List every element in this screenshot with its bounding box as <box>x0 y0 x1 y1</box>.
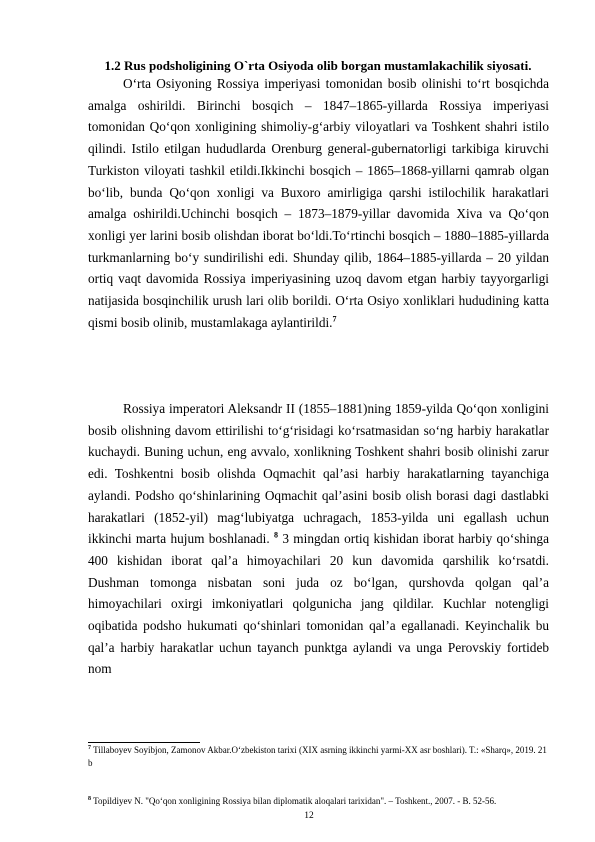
footnote-8 <box>88 795 550 808</box>
section-heading: 1.2 Rus podsholigining O`rta Osiyoda olib borgan mustamlakachilik siyosati. <box>104 58 532 73</box>
footnote-separator <box>88 742 200 743</box>
paragraph-1-text: O‘rta Osiyoning Rossiya imperiyasi tomonidan bosib olinishi to‘rt bosqichda amalga oshirildi. Birinchi bosqich – 1847–1865-yillarda Rossiya imperiyasi tomonidan Qo‘qon xonligining shimoliy-g‘arbiy viloyatlari va Toshkent shahri istilo qilindi. Istilo etilgan hududlarda Orenburg general-gubernatorligi tarkibiga kiruvchi Turkiston viloyati tashkil etildi.Ikkinchi bosqich – 1865–1868-yillarni qamrab olgan bo‘lib, bunda Qo‘qon xonligi va Buxoro amirligiga qarshi istilochilik harakatlari amalga oshirildi.Uchinchi bosqich – 1873–1879-yillar davomida Xiva va Qo‘qon xonligi yer larini bosib olishdan iborat bo‘ldi.To‘rtinchi bosqich – 1880–1885-yillarda turkmanlarning bo‘y sundirilishi edi. Shunday qilib, 1864–1885-yillarda – 20 yildan ortiq vaqt davomida Rossiya imperiyasining uzoq davom etgan harbiy tayyorgarligi natijasida bosqinchilik urush lari olib borildi. O‘rta Osiyo xonliklari hududining katta qismi bosib olinib, mustamlakaga aylantirildi. <box>88 76 549 330</box>
paragraph-2-text-a: Rossiya imperatori Aleksandr II (1855–1881)ning 1859-yilda Qo‘qon xonligini bosib olishning davom ettirilishi to‘g‘risidagi ko‘rsatmasidan so‘ng harbiy harakatlar kuchaydi. Buning uchun, eng avvalo, xonlikning Toshkent shahri bosib olinishi zarur edi. Toshkentni bosib olishda Oqmachit qal’asi harbiy harakatlarning tayanchiga aylandi. Podsho qo‘shinlarining Oqmachit qal’asini bosib olish borasi dagi dastlabki harakatlari (1852-yil) mag‘lubiyatga uchragach, 1853-yilda uni egallash uchun ikkinchi marta hujum boshlanadi. <box>88 401 549 547</box>
footnote-7-number: 7 <box>88 745 91 751</box>
footnote-7-text: Tillaboyev Soyibjon, Zamonov Akbar.O‘zbekiston tarixi (XIX asrning ikkinchi yarmi-XX asr boshlari). T.: «Sharq», 2019. 21 b <box>88 745 547 768</box>
footnote-8-number: 8 <box>88 796 91 802</box>
footnote-8-text: Topildiyev N. "Qo‘qon xonligining Rossiya bilan diplomatik aloqalari tarixidan". – Toshkent., 2007. - B. 52-56. <box>93 796 497 806</box>
footnote-7 <box>88 744 550 770</box>
paragraph-1 <box>88 73 549 333</box>
paragraph-2-text-b: 3 mingdan ortiq kishidan iborat harbiy qo‘shinga 400 kishidan iborat qal’a himoyachilari 20 kun davomida qarshilik ko‘rsatdi. Dushman tomonga nisbatan soni juda oz bo‘lgan, qurshovda qolgan qal’a himoyachilari oxirgi imkoniyatlari qolgunicha jang qildilar. Kuchlar notengligi oqibatida podsho hukumati qo‘shinlari tomonidan qal’a egallanadi. Keyinchalik bu qal’a harbiy harakatlar uchun tayanch punktga aylandi va unga Perovskiy fortideb nom <box>88 531 549 677</box>
paragraph-2 <box>88 398 549 680</box>
page-number: 12 <box>304 811 314 821</box>
footnote-ref-8[interactable]: 8 <box>274 530 279 540</box>
footnote-ref-7[interactable]: 7 <box>332 314 337 324</box>
